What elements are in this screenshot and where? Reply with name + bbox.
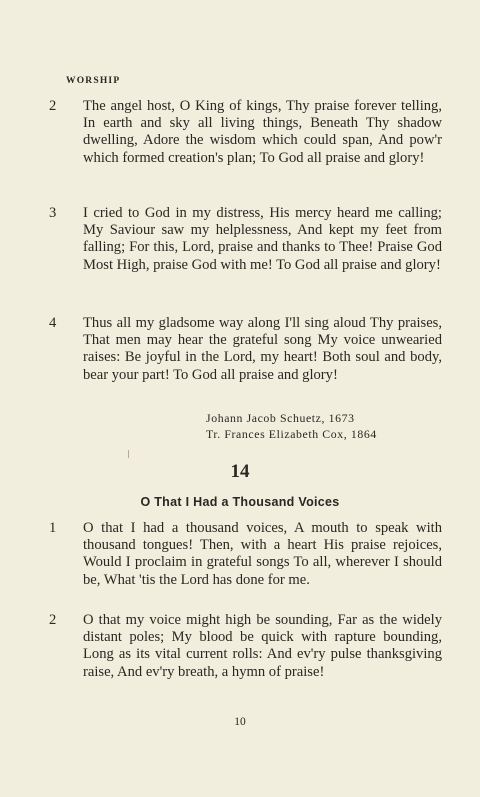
verse-text: O that I had a thousand voices, A mouth to speak with thousand tongues! Then, with a heart His praise rejoices, Would I proclaim in grateful songs To all, wherever I should be, What 'tis the Lord has done for me. — [83, 520, 442, 588]
verse-previous-4 — [49, 315, 442, 384]
hymn-title: O That I Had a Thousand Voices — [140, 495, 340, 509]
verse-text: Thus all my gladsome way along I'll sing aloud Thy praises, That men may hear the grateful song My voice unwearied raises: Be joyful in the Lord, my heart! Both soul and body, bear your part! To God all praise and glory! — [83, 315, 442, 383]
hymn-credits — [206, 410, 377, 442]
verse-previous-2 — [49, 98, 442, 167]
verse-text: The angel host, O King of kings, Thy praise forever telling, In earth and sky all living things, Beneath Thy shadow dwelling, Adore the wisdom which could span, And pow'r which formed creation's plan; To God all praise and glory! — [83, 98, 442, 166]
verse-number: 2 — [49, 98, 57, 114]
verse-previous-3 — [49, 205, 442, 274]
verse-text: I cried to God in my distress, His mercy heard me calling; My Saviour saw my helplessness, And kept my feet from falling; For this, Lord, praise and thanks to Thee! Praise God Most High, praise God with me! To God all praise and glory! — [83, 205, 442, 273]
page-number: 10 — [234, 716, 246, 728]
verse-2 — [49, 612, 442, 681]
print-mark — [128, 450, 129, 458]
translator-credit: Tr. Frances Elizabeth Cox, 1864 — [206, 427, 377, 441]
author-credit: Johann Jacob Schuetz, 1673 — [206, 411, 355, 425]
section-header: WORSHIP — [66, 76, 121, 86]
verse-text: O that my voice might high be sounding, Far as the widely distant poles; My blood be quick with rapture bounding, Long as its vital current rolls: And ev'ry pulse thanksgiving raise, And ev'ry breath, a hymn of praise! — [83, 612, 442, 680]
verse-1 — [49, 520, 442, 589]
hymn-number: 14 — [230, 461, 250, 482]
verse-number: 4 — [49, 315, 57, 331]
verse-number: 3 — [49, 205, 57, 221]
verse-number: 1 — [49, 520, 57, 536]
verse-number: 2 — [49, 612, 57, 628]
